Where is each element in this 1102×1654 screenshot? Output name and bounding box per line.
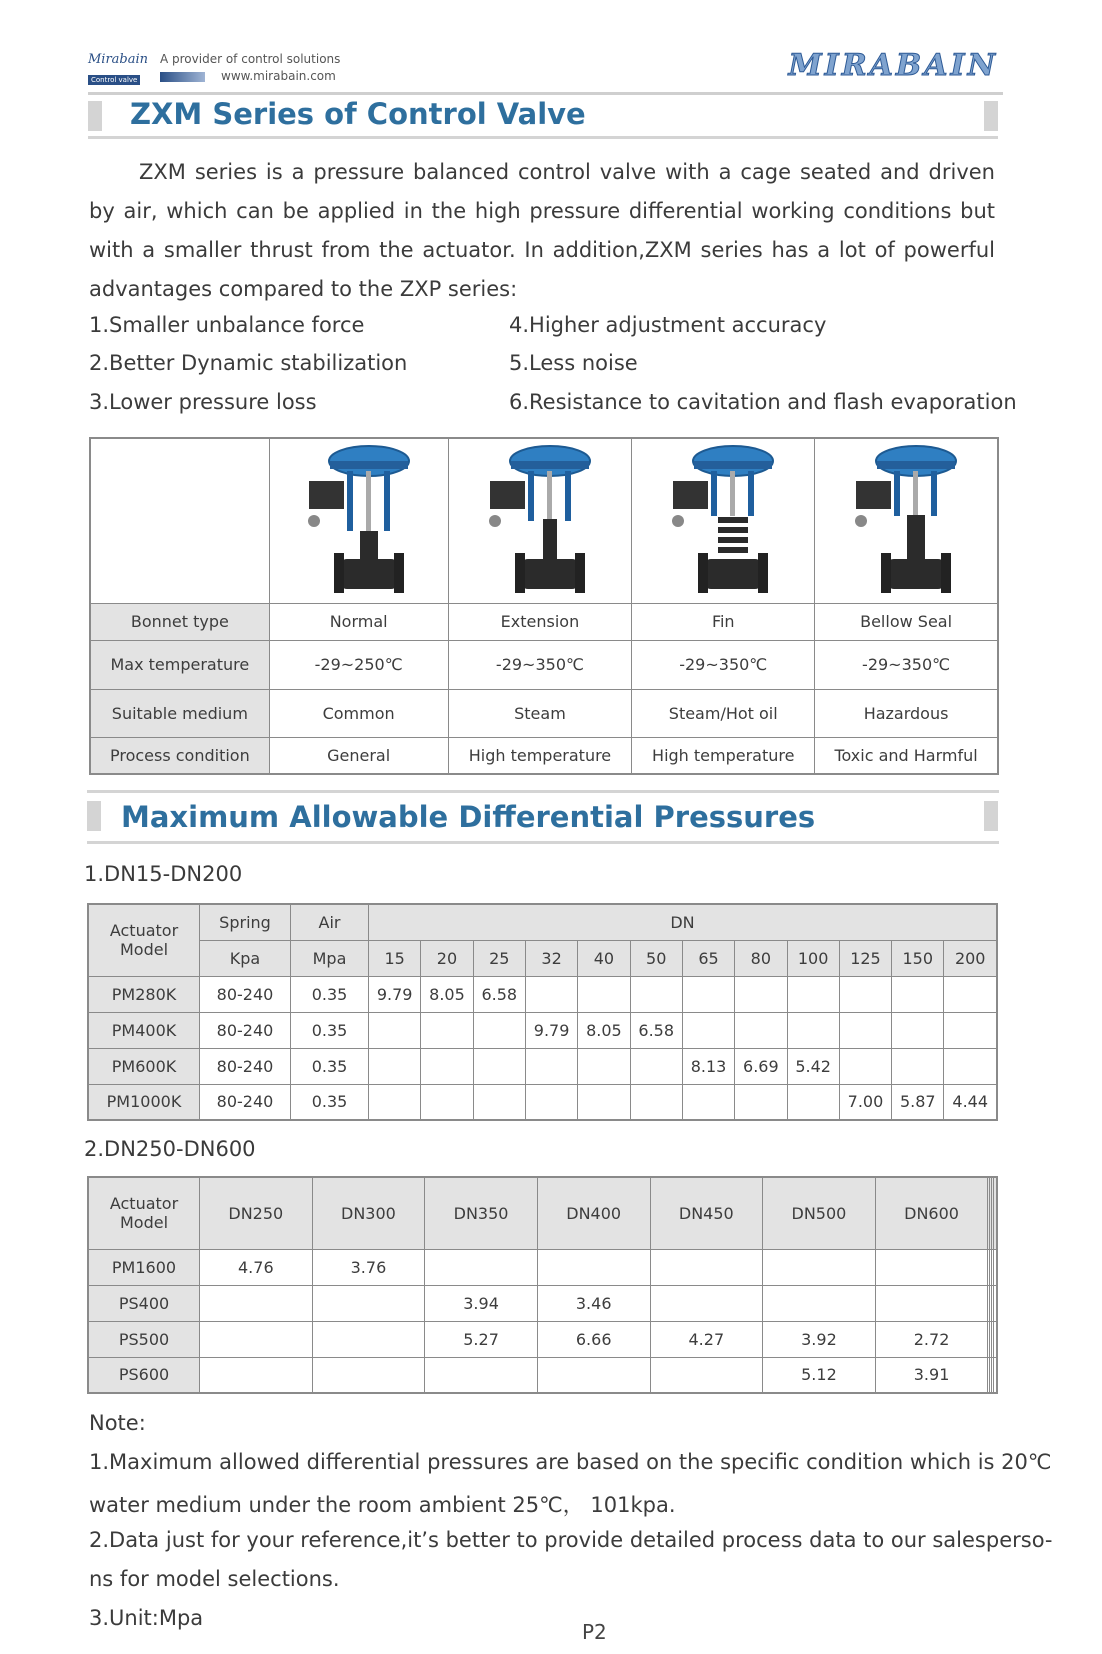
dn-header: DN400 (537, 1177, 650, 1249)
cell: 0.35 (291, 1012, 369, 1048)
feature-6: 6.Resistance to cavitation and flash evaporation (509, 390, 1017, 414)
table-row (88, 1285, 997, 1321)
cell: Steam (448, 689, 632, 737)
cell (525, 1048, 577, 1084)
cell (944, 1048, 997, 1084)
cell: 80-240 (200, 976, 291, 1012)
cell (875, 1249, 988, 1285)
cell: 6.58 (630, 1012, 682, 1048)
cell (200, 1321, 313, 1357)
cell (312, 1357, 425, 1393)
note-1a: 1.Maximum allowed differential pressures are based on the specific condition which is 20℃ (89, 1450, 1052, 1474)
cell (682, 1012, 734, 1048)
dn-header: 80 (735, 940, 787, 976)
table-row (88, 1357, 997, 1393)
tagline: A provider of control solutions (160, 52, 341, 66)
valve-image-normal (269, 438, 448, 603)
section-marker-left (88, 101, 102, 131)
cell: 9.79 (369, 976, 421, 1012)
cell (839, 1048, 891, 1084)
website-link[interactable]: www.mirabain.com (221, 69, 336, 83)
cell (312, 1321, 425, 1357)
note-2a: 2.Data just for your reference,it’s better to provide detailed process data to our salesperso- (89, 1528, 1053, 1552)
cell (421, 1048, 473, 1084)
dn-header: 100 (787, 940, 839, 976)
intro-text: ZXM series is a pressure balanced control valve with a cage seated and driven by air, which can be applied in the high pressure differential working conditions but with a smaller thrust from the actuator. In addition,ZXM series has a lot of powerful advantages compared to the ZXP series: (89, 160, 995, 301)
cell (200, 1357, 313, 1393)
cell (537, 1357, 650, 1393)
cell (994, 1357, 997, 1393)
pressure-table-2 (87, 1176, 998, 1394)
cell (735, 1012, 787, 1048)
cell: 8.05 (421, 976, 473, 1012)
cell (537, 1249, 650, 1285)
cell (369, 1012, 421, 1048)
row-label: Max temperature (90, 640, 269, 689)
dn-header: 65 (682, 940, 734, 976)
dn-header: 40 (578, 940, 630, 976)
dn-header: 32 (525, 940, 577, 976)
cell: -29~250℃ (269, 640, 448, 689)
cell: 80-240 (200, 1048, 291, 1084)
cell (735, 976, 787, 1012)
col-actuator: Actuator Model (88, 904, 200, 976)
cell (763, 1249, 876, 1285)
cell: -29~350℃ (448, 640, 632, 689)
cell (369, 1048, 421, 1084)
section-title-series: ZXM Series of Control Valve (130, 97, 586, 131)
bonnet-table (89, 437, 999, 775)
cell: 5.27 (425, 1321, 538, 1357)
dn-header: 150 (892, 940, 944, 976)
cell (369, 1084, 421, 1120)
bonnet-row (90, 640, 998, 689)
table-header-row (88, 1177, 997, 1249)
cell (875, 1285, 988, 1321)
cell: 8.13 (682, 1048, 734, 1084)
cell: 4.27 (650, 1321, 763, 1357)
model-cell: PS500 (88, 1321, 200, 1357)
cell (630, 1084, 682, 1120)
bonnet-row (90, 737, 998, 774)
section2-topline (87, 790, 999, 793)
cell (630, 1048, 682, 1084)
cell: Normal (269, 603, 448, 640)
note-3: 3.Unit:Mpa (89, 1606, 204, 1630)
cell (650, 1249, 763, 1285)
table-row (88, 1249, 997, 1285)
cell (787, 1012, 839, 1048)
subtitle-dn250-600: 2.DN250-DN600 (84, 1137, 256, 1161)
dn-header: DN350 (425, 1177, 538, 1249)
cell (994, 1285, 997, 1321)
col-spring: Spring (200, 904, 291, 940)
bonnet-row (90, 689, 998, 737)
valve-extension-icon (475, 441, 605, 601)
cell: 0.35 (291, 976, 369, 1012)
page-number: P2 (582, 1620, 607, 1644)
cell (200, 1285, 313, 1321)
cell (525, 1084, 577, 1120)
col-actuator: Actuator Model (88, 1177, 200, 1249)
section2-marker-left (87, 801, 101, 831)
brand-logo: MIRABAIN (788, 48, 998, 83)
cell (787, 1084, 839, 1120)
cell (578, 976, 630, 1012)
dn-header: DN300 (312, 1177, 425, 1249)
cell (425, 1357, 538, 1393)
model-cell: PS600 (88, 1357, 200, 1393)
cell (944, 1012, 997, 1048)
dn-header: 50 (630, 940, 682, 976)
cell (425, 1249, 538, 1285)
feature-5: 5.Less noise (509, 351, 638, 375)
cell: Toxic and Harmful (815, 737, 998, 774)
note-1b: water medium under the room ambient 25℃， 101kpa. (89, 1493, 676, 1517)
cell (839, 976, 891, 1012)
feature-2: 2.Better Dynamic stabilization (89, 351, 408, 375)
dn-header (994, 1177, 997, 1249)
cell: 80-240 (200, 1012, 291, 1048)
cell: General (269, 737, 448, 774)
section2-underline (87, 841, 999, 844)
table-row (88, 976, 997, 1012)
cell (735, 1084, 787, 1120)
section2-marker-right (984, 801, 998, 831)
cell (630, 976, 682, 1012)
cell (682, 976, 734, 1012)
dn-header: DN250 (200, 1177, 313, 1249)
cell: Bellow Seal (815, 603, 998, 640)
valve-image-bellow (815, 438, 998, 603)
valve-image-row (90, 438, 998, 603)
cell: 0.35 (291, 1084, 369, 1120)
logo-script: Mirabain (88, 52, 149, 67)
cell (892, 1012, 944, 1048)
section-marker-right (984, 101, 998, 131)
cell: -29~350℃ (632, 640, 815, 689)
cell: 3.91 (875, 1357, 988, 1393)
valve-image-extension (448, 438, 632, 603)
cell: 5.42 (787, 1048, 839, 1084)
cell: 5.87 (892, 1084, 944, 1120)
model-cell: PM1000K (88, 1084, 200, 1120)
cell: High temperature (448, 737, 632, 774)
cell: 9.79 (525, 1012, 577, 1048)
cell: 3.92 (763, 1321, 876, 1357)
dn-header: DN450 (650, 1177, 763, 1249)
valve-image-fin (632, 438, 815, 603)
dn-header: 15 (369, 940, 421, 976)
cell (763, 1285, 876, 1321)
table-row (88, 1012, 997, 1048)
cell (578, 1048, 630, 1084)
feature-1: 1.Smaller unbalance force (89, 313, 365, 337)
note-title: Note: (89, 1411, 146, 1435)
section-title-pressures: Maximum Allowable Differential Pressures (121, 800, 816, 834)
header-divider (88, 92, 1003, 95)
row-label: Bonnet type (90, 603, 269, 640)
dn-header: DN600 (875, 1177, 988, 1249)
empty-corner (90, 438, 269, 603)
cell (682, 1084, 734, 1120)
cell: 6.58 (473, 976, 525, 1012)
table-row (88, 1048, 997, 1084)
col-air: Air (291, 904, 369, 940)
pressure-table-1 (87, 903, 998, 1121)
cell (473, 1084, 525, 1120)
cell (650, 1285, 763, 1321)
cell (787, 976, 839, 1012)
cell: Hazardous (815, 689, 998, 737)
cell: 7.00 (839, 1084, 891, 1120)
cell (525, 976, 577, 1012)
dn-header: 200 (944, 940, 997, 976)
section-underline (88, 136, 998, 139)
valve-bellow-icon (841, 441, 971, 601)
cell (839, 1012, 891, 1048)
valve-normal-icon (294, 441, 424, 601)
website-bar (160, 72, 205, 82)
cell: 4.76 (200, 1249, 313, 1285)
cell: Steam/Hot oil (632, 689, 815, 737)
cell (650, 1357, 763, 1393)
unit-spring: Kpa (200, 940, 291, 976)
cell: 3.76 (312, 1249, 425, 1285)
cell: 8.05 (578, 1012, 630, 1048)
cell: 6.66 (537, 1321, 650, 1357)
cell: -29~350℃ (815, 640, 998, 689)
cell (421, 1012, 473, 1048)
row-label: Suitable medium (90, 689, 269, 737)
col-dn: DN (369, 904, 998, 940)
dn-header: DN500 (763, 1177, 876, 1249)
cell: Common (269, 689, 448, 737)
model-cell: PS400 (88, 1285, 200, 1321)
cell: High temperature (632, 737, 815, 774)
cell: 6.69 (735, 1048, 787, 1084)
row-label: Process condition (90, 737, 269, 774)
cell (473, 1048, 525, 1084)
cell: 0.35 (291, 1048, 369, 1084)
cell: 5.12 (763, 1357, 876, 1393)
logo-subtitle: Control valve (88, 75, 140, 85)
cell (473, 1012, 525, 1048)
cell: 3.94 (425, 1285, 538, 1321)
feature-3: 3.Lower pressure loss (89, 390, 317, 414)
model-cell: PM400K (88, 1012, 200, 1048)
dn-header: 25 (473, 940, 525, 976)
cell (312, 1285, 425, 1321)
cell: 80-240 (200, 1084, 291, 1120)
table-header-row (88, 904, 997, 940)
intro-paragraph (89, 153, 995, 309)
valve-fin-icon (658, 441, 788, 601)
dn-header: 125 (839, 940, 891, 976)
cell (994, 1321, 997, 1357)
model-cell: PM1600 (88, 1249, 200, 1285)
cell (944, 976, 997, 1012)
logo-small (88, 53, 150, 86)
cell: 3.46 (537, 1285, 650, 1321)
cell (421, 1084, 473, 1120)
cell (578, 1084, 630, 1120)
table-row (88, 1321, 997, 1357)
feature-4: 4.Higher adjustment accuracy (509, 313, 827, 337)
unit-air: Mpa (291, 940, 369, 976)
cell (994, 1249, 997, 1285)
note-2b: ns for model selections. (89, 1567, 340, 1591)
cell: Fin (632, 603, 815, 640)
bonnet-row (90, 603, 998, 640)
cell: 2.72 (875, 1321, 988, 1357)
cell (892, 976, 944, 1012)
cell: 4.44 (944, 1084, 997, 1120)
cell: Extension (448, 603, 632, 640)
table-row (88, 1084, 997, 1120)
dn-header: 20 (421, 940, 473, 976)
model-cell: PM280K (88, 976, 200, 1012)
subtitle-dn15-200: 1.DN15-DN200 (84, 862, 243, 886)
table-unit-row (88, 940, 997, 976)
model-cell: PM600K (88, 1048, 200, 1084)
cell (892, 1048, 944, 1084)
